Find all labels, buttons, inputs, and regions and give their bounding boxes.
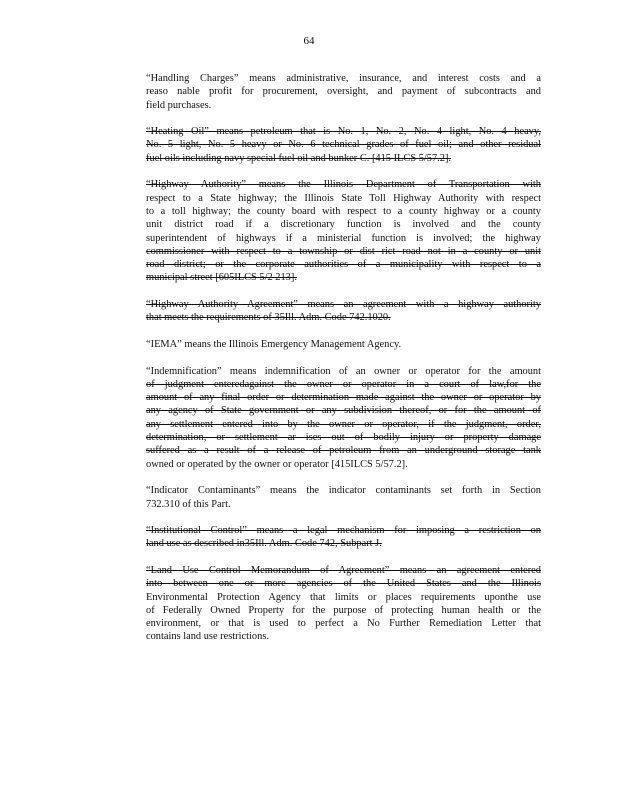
definition-iema — [146, 338, 541, 351]
text-line: environment, or that is used to perfect a No Further Remediation Letter that — [146, 618, 541, 630]
text-line: reaso nable profit for procurement, oversight, and payment of subcontracts and — [146, 86, 541, 98]
definition-indemnification — [146, 365, 541, 471]
struck-text-line: “Highway Authority Agreement” means an agreement with a highway authority — [146, 299, 541, 311]
definition-indicator-contaminants — [146, 484, 541, 511]
struck-text-line: commissioner with respect to a township or dist rict road not in a county or unit — [146, 245, 541, 257]
text-line: “IEMA” means the Illinois Emergency Management Agency. — [146, 338, 402, 350]
text-line: field purchases. — [146, 99, 212, 111]
struck-text-line: into between one or more agencies of the United States and the Illinois — [146, 578, 541, 590]
struck-text-line: “Heating Oil” means petroleum that is No. 1, No. 2, No. 4 light, No. 4 heavy, — [146, 126, 541, 138]
definition-handling-charges — [146, 72, 541, 112]
definition-heating-oil — [146, 125, 541, 165]
text-line: owned or operated by the owner or operator [415ILCS 5/57.2]. — [146, 458, 408, 470]
page-number: 64 — [303, 35, 315, 47]
text-line: of Federally Owned Property for the purpose of protecting human health or the — [146, 604, 541, 616]
struck-text-line: of judgment enteredagainst the owner or operator in a court of law,for the — [146, 378, 541, 390]
definition-institutional-control — [146, 524, 541, 551]
text-line: unit district road if a discretionary function is involved and the county — [146, 219, 541, 231]
struck-text-line: amount of any final order or determination made against the owner or operator by — [146, 392, 541, 404]
struck-text-line: “Land Use Control Memorandum of Agreement” means an agreement entered — [146, 564, 541, 576]
struck-text-line: municipal street [605ILCS 5/2 213]. — [146, 272, 297, 284]
struck-text-line: road district; or the corporate authorities of a municipality with respect to a — [146, 259, 541, 271]
struck-text-line: any agency of State government or any subdivision thereof, or for the amount of — [146, 405, 541, 417]
text-line: respect to a State highway; the Illinois State Toll Highway Authority with respect — [146, 192, 541, 204]
text-line: Environmental Protection Agency that limits or places requirements uponthe use — [146, 591, 541, 603]
struck-text-line: that meets the requirements of 35Ill. Adm. Code 742.1020. — [146, 312, 391, 324]
struck-text-line: determination, or settlement ar ises out of bodily injury or property damage — [146, 432, 541, 444]
text-line: “Indicator Contaminants” means the indicator contaminants set forth in Section — [146, 485, 541, 497]
struck-text-line: land use as described in35Ill. Adm. Code 742, Subpart J. — [146, 538, 382, 550]
text-line: “Indemnification” means indemnification of an owner or operator for the amount — [146, 365, 541, 377]
struck-text-line: suffered as a result of a release of petroleum from an underground storage tank — [146, 445, 541, 457]
definition-highway-authority-agreement — [146, 298, 541, 325]
text-line: contains land use restrictions. — [146, 631, 269, 643]
text-line: 732.310 of this Part. — [146, 498, 231, 510]
text-line: to a toll highway; the county board with respect to a county highway or a county — [146, 205, 541, 217]
struck-text-line: fuel oils including navy special fuel oil and bunker C. [415 ILCS 5/57.2]. — [146, 152, 452, 164]
text-line: superintendent of highways if a ministerial function is involved; the highway — [146, 232, 541, 244]
definitions-body — [146, 72, 541, 657]
definition-land-use-control-memorandum — [146, 564, 541, 644]
struck-text-line: “Institutional Control” means a legal mechanism for imposing a restriction on — [146, 525, 541, 537]
struck-text-line: any settlement entered into by the owner or operator, if the judgment, order, — [146, 418, 541, 430]
struck-text-line: “Highway Authority” means the Illinois Department of Transportation with — [146, 179, 541, 191]
struck-text-line: No. 5 light, No. 5 heavy or No. 6 technical grades of fuel oil; and other residual — [146, 139, 541, 151]
definition-highway-authority — [146, 178, 541, 284]
text-line: “Handling Charges” means administrative, insurance, and interest costs and a — [146, 73, 541, 84]
